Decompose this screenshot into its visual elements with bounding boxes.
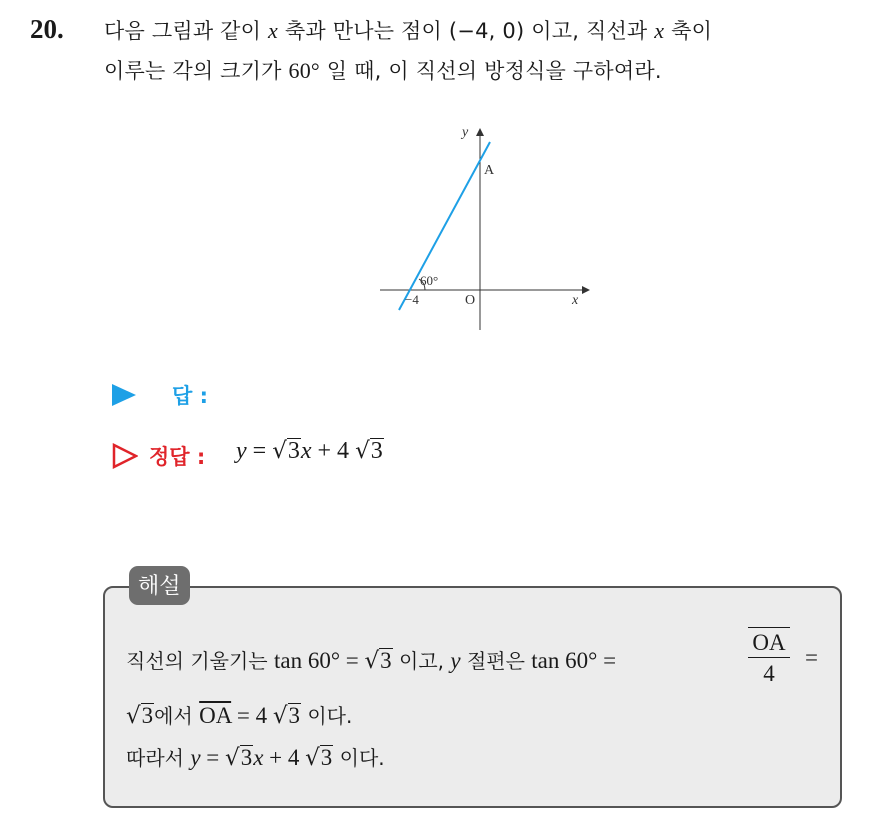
sqrt-radical: √3 <box>272 438 300 464</box>
angle-value: 60° <box>288 58 320 83</box>
segment-oa: $\overline{OA}$ <box>199 703 232 728</box>
tan-expression: tan 60° = <box>273 648 365 673</box>
explanation-line-1 <box>126 645 616 674</box>
explanation-text: 따라서 <box>126 746 191 770</box>
explanation-text: 이고, <box>392 649 451 673</box>
explanation-text: 에서 <box>154 704 200 728</box>
variable-x: x <box>300 438 312 464</box>
plus-term: + 4 <box>263 745 306 770</box>
radicand: 3 <box>288 703 300 728</box>
question-text: 축과 만나는 점이 (−4, 0) 이고, 직선과 <box>278 19 655 43</box>
radicand: 3 <box>141 703 154 728</box>
x-axis-arrow-icon <box>582 286 590 294</box>
explanation-line-2 <box>126 700 352 729</box>
sqrt-radical: √3 <box>364 648 392 674</box>
trailing-equals-sign: = <box>805 645 818 670</box>
variable-x: x <box>268 18 278 43</box>
variable-x: x <box>654 18 665 43</box>
x-intercept-label: −4 <box>405 292 419 307</box>
explanation-tab: 해설 <box>129 566 190 605</box>
tan-expression: tan 60° = <box>531 648 617 673</box>
question-line-2 <box>104 55 662 85</box>
explanation-text: 이다. <box>333 746 385 770</box>
question-text: 일 때, 이 직선의 방정식을 구하여라. <box>319 59 662 83</box>
radicand: 3 <box>320 745 333 770</box>
variable-y: y <box>450 648 461 673</box>
y-axis-label: y <box>462 125 469 140</box>
question-text: 축이 <box>664 19 713 43</box>
sqrt-radical: √3 <box>272 703 300 729</box>
radicand: 3 <box>380 648 392 673</box>
equals-sign: = <box>246 438 273 464</box>
variable-y: y <box>190 745 201 770</box>
explanation-text: 절편은 <box>460 649 532 673</box>
sqrt-radical: √3 <box>225 745 253 771</box>
radicand: 3 <box>287 438 300 464</box>
correct-answer-label: 정답 : <box>149 445 206 469</box>
correct-answer-arrow-icon <box>112 443 138 469</box>
answer-label: 답 : <box>172 384 208 408</box>
sqrt-radical: √3 <box>305 745 333 771</box>
correct-answer-equation <box>236 438 384 465</box>
answer-arrow-icon <box>112 384 136 406</box>
explanation-text: 이다. <box>301 704 353 728</box>
angle-label: 60° <box>420 273 439 288</box>
sqrt-radical: √3 <box>355 438 383 464</box>
origin-label: O <box>465 293 476 308</box>
plus-term: + 4 <box>311 438 356 464</box>
x-axis-label: x <box>572 293 579 308</box>
explanation-line-3 <box>126 742 385 771</box>
fraction-denominator: 4 <box>763 660 775 686</box>
question-number: 20. <box>30 14 64 44</box>
graph-line <box>399 142 490 310</box>
explanation-box <box>103 586 842 808</box>
fraction-numerator: OA <box>748 627 790 658</box>
point-a-label: A <box>484 163 495 178</box>
radicand: 3 <box>370 438 383 464</box>
coordinate-graph <box>370 120 590 335</box>
variable-y: y <box>236 438 247 464</box>
variable-x: x <box>253 745 264 770</box>
sqrt-radical: √3 <box>126 703 154 729</box>
fraction-oa-over-4 <box>748 627 790 690</box>
radicand: 3 <box>240 745 253 770</box>
explanation-text: 직선의 기울기는 <box>126 649 274 673</box>
question-text: 다음 그림과 같이 <box>104 19 269 43</box>
question-line-1 <box>104 15 712 45</box>
equals-sign: = <box>200 745 226 770</box>
question-text: 이루는 각의 크기가 <box>104 59 289 83</box>
math-term: = 4 <box>231 703 273 728</box>
y-axis-arrow-icon <box>476 128 484 136</box>
